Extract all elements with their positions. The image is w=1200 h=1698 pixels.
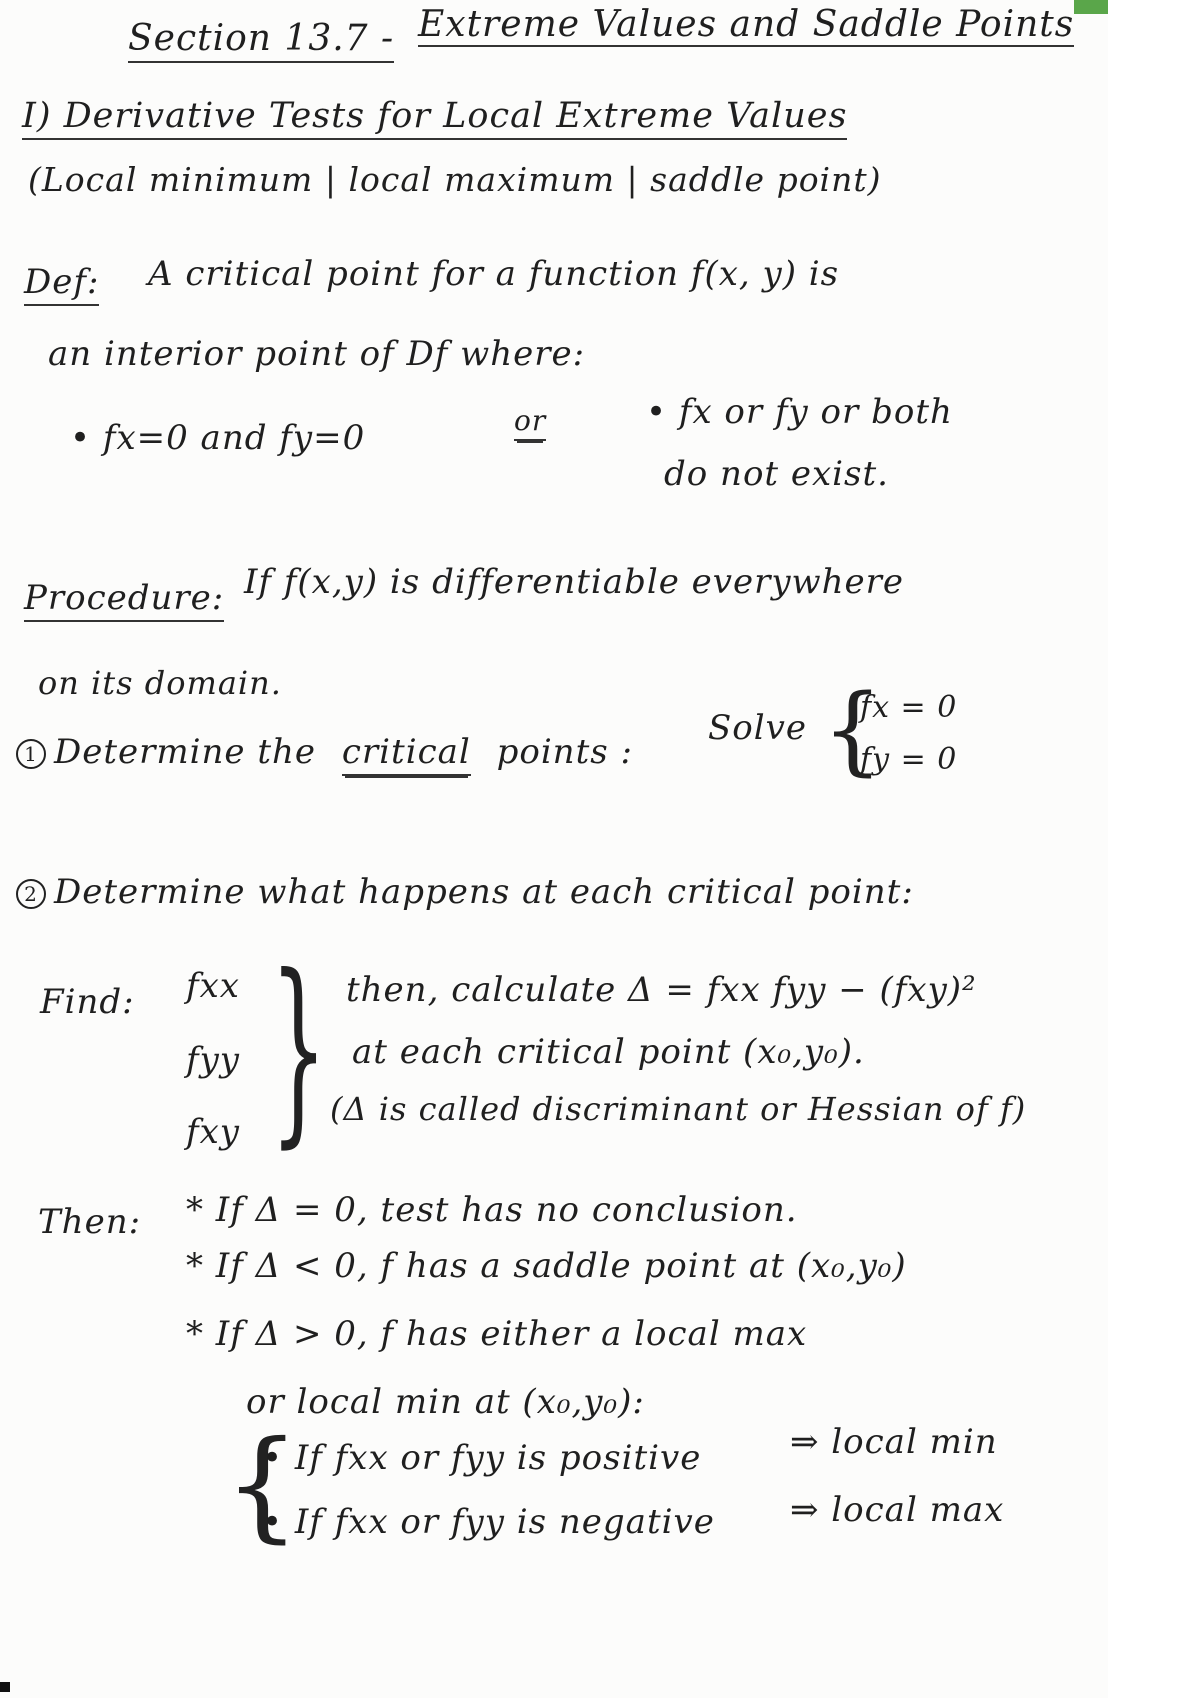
discriminant-evaluation: at each critical point (x₀,y₀). — [352, 1032, 865, 1072]
find-item-fyy: fyy — [186, 1040, 240, 1080]
equation-fx-zero: fx = 0 — [860, 690, 958, 725]
find-item-fxx: fxx — [186, 966, 240, 1006]
find-item-fxy: fxy — [186, 1112, 240, 1152]
condition-derivatives-zero: • fx=0 and fy=0 — [70, 418, 366, 458]
rule-delta-zero: * If Δ = 0, test has no conclusion. — [186, 1190, 798, 1230]
equation-fy-zero: fy = 0 — [860, 742, 958, 777]
definition-label: Def: — [24, 262, 99, 306]
sub-rule-negative-condition: • If fxx or fyy is negative — [262, 1502, 715, 1542]
procedure-line-1: If f(x,y) is differentiable everywhere — [244, 562, 905, 602]
sub-rules-brace: { — [224, 1416, 301, 1555]
discriminant-note: (Δ is called discriminant or Hessian of f) — [330, 1090, 1027, 1128]
rule-delta-positive: * If Δ > 0, f has either a local max — [186, 1314, 808, 1354]
step-1 — [16, 732, 633, 772]
left-brace: { — [822, 674, 884, 786]
black-edge-mark — [0, 1682, 10, 1692]
step-2-text: Determine what happens at each critical point: — [54, 872, 914, 912]
then-label: Then: — [38, 1202, 142, 1242]
definition-line-1: A critical point for a function f(x, y) is — [148, 254, 840, 294]
subheading-extrema-types: (Local minimum | local maximum | saddle point) — [28, 160, 882, 199]
condition-derivatives-undefined-cont: do not exist. — [664, 454, 889, 494]
discriminant-formula: then, calculate Δ = fxx fyy − (fxy)² — [346, 970, 977, 1010]
rule-delta-positive-cont: or local min at (x₀,y₀): — [246, 1382, 645, 1422]
step-1-text-a: Determine the — [54, 732, 317, 772]
procedure-line-2: on its domain. — [38, 664, 282, 702]
sub-rule-positive-condition: • If fxx or fyy is positive — [262, 1438, 702, 1478]
green-corner-mark — [1074, 0, 1108, 14]
step-1-number: 1 — [16, 739, 46, 769]
right-brace: } — [270, 933, 328, 1166]
find-label: Find: — [40, 982, 135, 1022]
rule-delta-negative: * If Δ < 0, f has a saddle point at (x₀,y₀) — [186, 1246, 907, 1286]
page-title: Extreme Values and Saddle Points — [418, 4, 1075, 45]
step-1-text-c: points : — [496, 732, 633, 772]
step-2 — [16, 872, 914, 912]
heading-derivative-tests: I) Derivative Tests for Local Extreme Values — [22, 96, 847, 140]
section-label: Section 13.7 - — [128, 18, 394, 63]
procedure-label: Procedure: — [24, 578, 224, 622]
step-2-number: 2 — [16, 879, 46, 909]
solve-label: Solve — [708, 708, 807, 748]
or-connector: or — [514, 404, 546, 441]
step-1-critical-word: critical — [342, 732, 471, 776]
definition-line-2: an interior point of Df where: — [48, 334, 586, 374]
sub-rule-local-min: ⇒ local min — [790, 1422, 998, 1462]
sub-rule-local-max: ⇒ local max — [790, 1490, 1005, 1530]
condition-derivatives-undefined: • fx or fy or both — [646, 392, 953, 432]
